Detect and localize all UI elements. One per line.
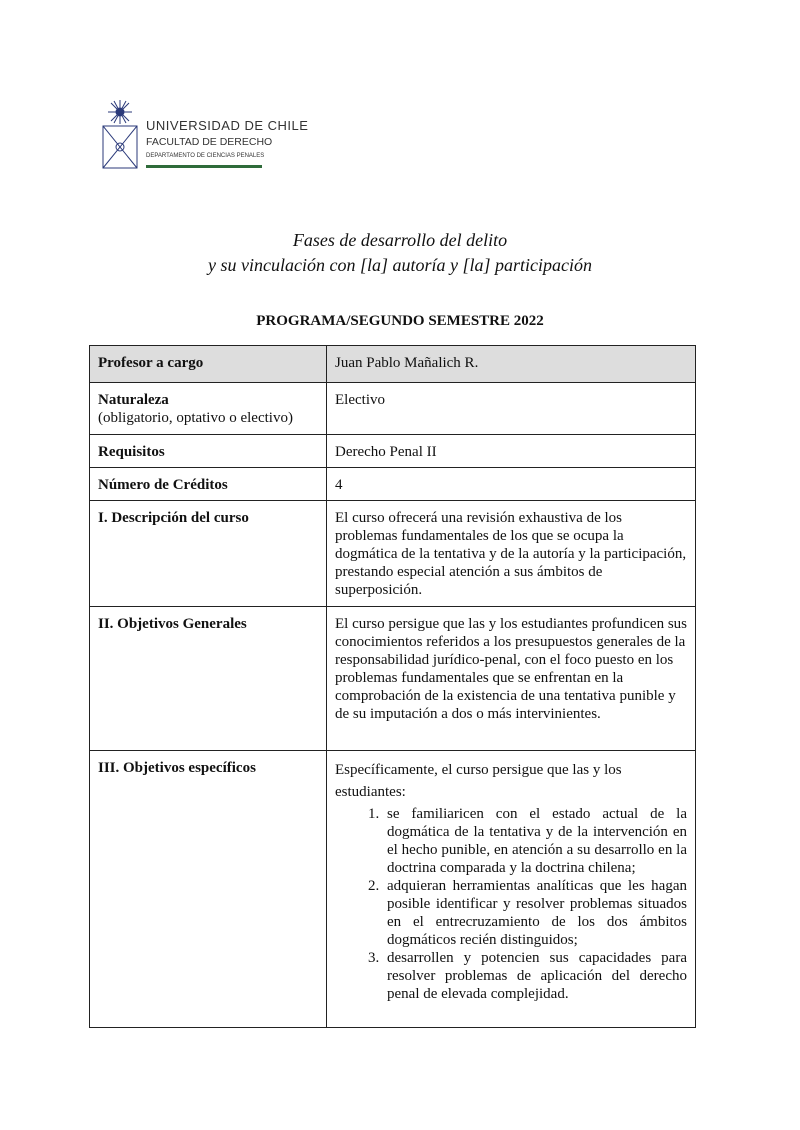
row-value: 4 <box>327 468 696 501</box>
university-crest-icon <box>100 98 140 173</box>
university-name: UNIVERSIDAD DE CHILE <box>146 118 309 133</box>
list-item: 3. desarrollen y potencien sus capacidades para resolver problemas de aplicación del derecho penal de elevada complejidad. <box>383 949 687 1003</box>
row-label: Profesor a cargo <box>98 355 204 371</box>
row-label: Requisitos <box>98 444 165 460</box>
document-title-line2: y su vinculación con [la] autoría y [la] participación <box>208 255 592 275</box>
row-label: Naturaleza <box>98 392 169 408</box>
row-value: Derecho Penal II <box>327 435 696 468</box>
row-sublabel: (obligatorio, optativo o electivo) <box>98 410 293 426</box>
row-value: Electivo <box>327 383 696 435</box>
course-info-table <box>89 345 696 1028</box>
row-label: I. Descripción del curso <box>98 510 249 526</box>
department-name: DEPARTAMENTO DE CIENCIAS PENALES <box>146 153 265 159</box>
row-label: Número de Créditos <box>98 477 228 493</box>
program-subtitle: PROGRAMA/SEGUNDO SEMESTRE 2022 <box>256 313 544 329</box>
list-item: 1. se familiaricen con el estado actual de la dogmática de la tentativa y de la intervención en el hecho punible, en atención a su desarrollo en la doctrina comparada y la doctrina chilena; <box>383 805 687 877</box>
row-value: El curso persigue que las y los estudiantes profundicen sus conocimientos referidos a los presupuestos generales de la responsabilidad jurídico-penal, con el foco puesto en los problemas fundamentales que se enfrentan en la comprobación de la existencia de una tentativa punible y de su imputación a dos o más intervinientes. <box>327 607 696 751</box>
row-label: III. Objetivos específicos <box>98 760 256 776</box>
row-value: Juan Pablo Mañalich R. <box>327 346 696 383</box>
row-value: El curso ofrecerá una revisión exhaustiva de los problemas fundamentales de los que se ocupa la dogmática de la tentativa y de la autoría y la participación, prestando especial atención a sus ámbitos de superposición. <box>327 501 696 607</box>
logo-underline <box>146 165 262 168</box>
faculty-name: FACULTAD DE DERECHO <box>146 136 273 148</box>
row-intro: Específicamente, el curso persigue que las y los estudiantes: <box>335 762 622 800</box>
row-label: II. Objetivos Generales <box>98 616 247 632</box>
document-title-line1: Fases de desarrollo del delito <box>292 230 508 250</box>
list-item: 2. adquieran herramientas analíticas que les hagan posible identificar y resolver problemas situados en el entrecruzamiento de los dos ámbitos dogmáticos recién distinguidos; <box>383 877 687 949</box>
